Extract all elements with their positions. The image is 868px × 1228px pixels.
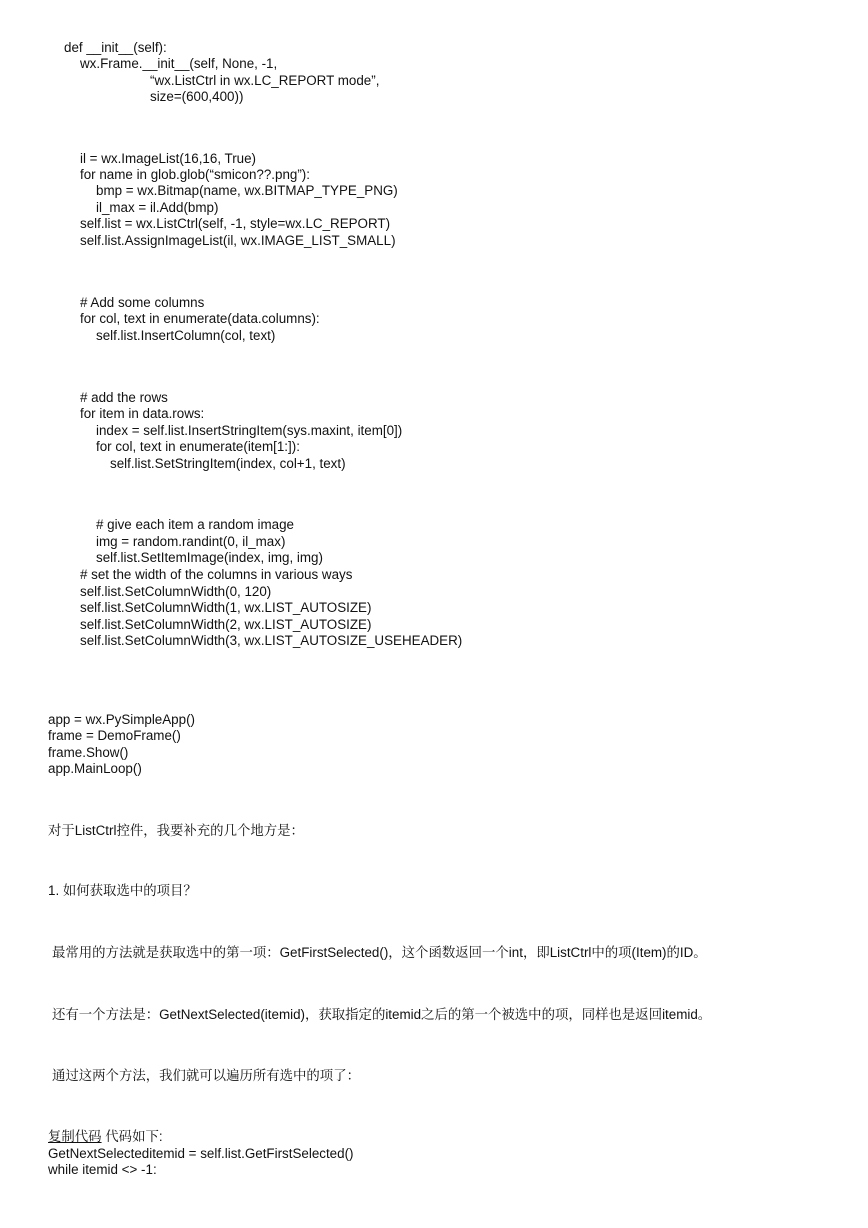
code-line: app = wx.PySimpleApp() — [48, 712, 195, 727]
code-line: self.list = wx.ListCtrl(self, -1, style=wx.LC_REPORT) — [80, 216, 391, 231]
paragraph: 通过这两个方法，我们就可以遍历所有选中的项了： — [52, 1068, 360, 1083]
code-comment: # Add some columns — [80, 295, 205, 310]
code-line: “wx.ListCtrl in wx.LC_REPORT mode”, — [150, 73, 380, 88]
code-line: def __init__(self): — [64, 40, 167, 55]
question-heading: 1. 如何获取选中的项目？ — [48, 883, 197, 898]
code-line: self.list.SetColumnWidth(0, 120) — [80, 584, 272, 599]
code-line: il = wx.ImageList(16,16, True) — [80, 151, 257, 166]
snippet-header — [48, 1129, 163, 1145]
code-line: for col, text in enumerate(data.columns): — [80, 311, 320, 326]
code-line: self.list.SetItemImage(index, img, img) — [96, 550, 323, 565]
code-line: self.list.SetColumnWidth(3, wx.LIST_AUTOSIZE_USEHEADER) — [80, 633, 463, 648]
code-line: il_max = il.Add(bmp) — [96, 200, 219, 215]
copy-code-link[interactable]: 复制代码 — [48, 1129, 102, 1144]
code-line: index = self.list.InsertStringItem(sys.maxint, item[0]) — [96, 423, 403, 438]
intro-paragraph: 对于ListCtrl控件，我要补充的几个地方是： — [48, 823, 304, 838]
code-line: frame = DemoFrame() — [48, 728, 181, 743]
code-comment: # give each item a random image — [96, 517, 294, 532]
code-line: for name in glob.glob(“smicon??.png”): — [80, 167, 310, 182]
code-line: bmp = wx.Bitmap(name, wx.BITMAP_TYPE_PNG) — [96, 183, 398, 198]
code-line: for col, text in enumerate(item[1:]): — [96, 439, 300, 454]
code-line: self.list.SetColumnWidth(1, wx.LIST_AUTOSIZE) — [80, 600, 372, 615]
code-comment: # add the rows — [80, 390, 168, 405]
code-line: GetNextSelecteditemid = self.list.GetFirstSelected() — [48, 1146, 354, 1161]
code-line: self.list.InsertColumn(col, text) — [96, 328, 276, 343]
code-line: self.list.AssignImageList(il, wx.IMAGE_LIST_SMALL) — [80, 233, 396, 248]
paragraph: 还有一个方法是：GetNextSelected(itemid)，获取指定的itemid之后的第一个被选中的项，同样也是返回itemid。 — [52, 1007, 712, 1022]
paragraph: 最常用的方法就是获取选中的第一项：GetFirstSelected()，这个函数返回一个int，即ListCtrl中的项(Item)的ID。 — [52, 945, 707, 960]
code-line: for item in data.rows: — [80, 406, 205, 421]
code-line: while itemid <> -1: — [48, 1162, 157, 1177]
code-line: size=(600,400)) — [150, 89, 244, 104]
code-line: self.list.SetStringItem(index, col+1, text) — [110, 456, 346, 471]
code-line: frame.Show() — [48, 745, 129, 760]
code-line: self.list.SetColumnWidth(2, wx.LIST_AUTOSIZE) — [80, 617, 372, 632]
code-label: 代码如下: — [101, 1129, 163, 1144]
code-comment: # set the width of the columns in various ways — [80, 567, 353, 582]
code-line: app.MainLoop() — [48, 761, 142, 776]
code-line: img = random.randint(0, il_max) — [96, 534, 286, 549]
code-line: wx.Frame.__init__(self, None, -1, — [80, 56, 278, 71]
